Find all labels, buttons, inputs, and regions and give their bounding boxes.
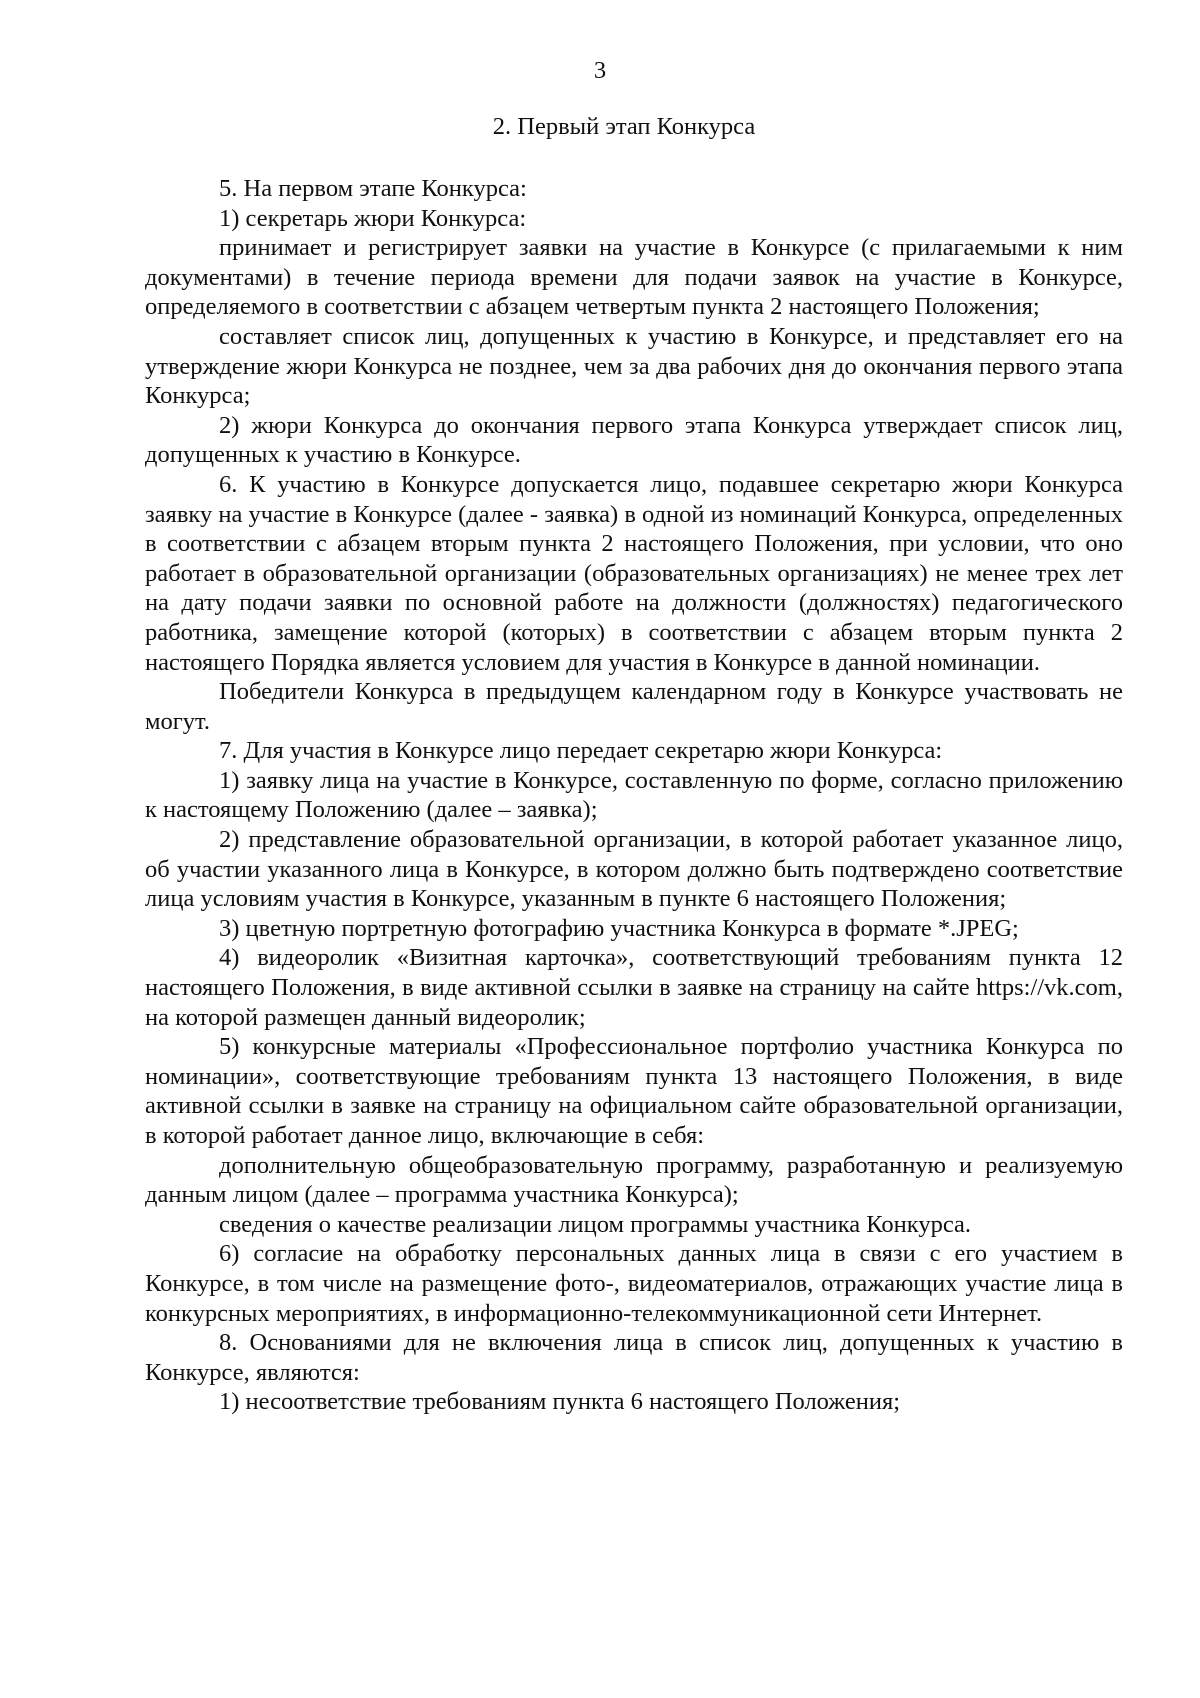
paragraph: Победители Конкурса в предыдущем календарном году в Конкурсе участвовать не могут.	[145, 678, 1123, 735]
paragraph: 1) несоответствие требованиям пункта 6 настоящего Положения;	[219, 1388, 901, 1416]
paragraph: сведения о качестве реализации лицом программы участника Конкурса.	[219, 1210, 972, 1238]
paragraph: 2) жюри Конкурса до окончания первого этапа Конкурса утверждает список лиц, допущенных к участию в Конкурсе.	[145, 411, 1123, 469]
section-title: 2. Первый этап Конкурса	[492, 113, 756, 140]
paragraph: составляет список лиц, допущенных к участию в Конкурсе, и представляет его на утверждение жюри Конкурса не позднее, чем за два рабочих дня до окончания первого этапа Конкурса;	[145, 322, 1123, 410]
paragraph: 1) заявку лица на участие в Конкурсе, составленную по форме, согласно приложению к настоящему Положению (далее – заявка);	[145, 766, 1123, 824]
paragraph: 3) цветную портретную фотографию участника Конкурса в формате *.JPEG;	[219, 914, 1019, 942]
paragraph: 6. К участию в Конкурсе допускается лицо, подавшее секретарю жюри Конкурса заявку на участие в Конкурсе (далее - заявка) в одной из номинаций Конкурса, определенных в соответствии с абзацем вторым пункта 2 настоящего Положения, при условии, что оно работает в образовательной организации (образовательных организациях) не менее трех лет на дату подачи заявки по основной работе на должности (должностях) педагогического работника, замещение которой (которых) в соответствии с абзацем вторым пункта 2 настоящего Порядка является условием для участия в Конкурсе в данной номинации.	[145, 470, 1123, 676]
paragraph: 5. На первом этапе Конкурса:	[219, 175, 527, 202]
page-number: 3	[593, 57, 607, 84]
paragraph: 4) видеоролик «Визитная карточка», соответствующий требованиям пункта 12 настоящего Положения, в виде активной ссылки в заявке на страницу на сайте https://vk.com, на которой размещен данный видеоролик;	[145, 944, 1123, 1031]
paragraph: 5) конкурсные материалы «Профессиональное портфолио участника Конкурса по номинации», соответствующие требованиям пункта 13 настоящего Положения, в виде активной ссылки в заявке на страницу на официальном сайте образовательной организации, в которой работает данное лицо, включающие в себя:	[145, 1033, 1123, 1149]
paragraph: принимает и регистрирует заявки на участие в Конкурсе (с прилагаемыми к ним документами) в течение периода времени для подачи заявок на участие в Конкурсе, определяемого в соответствии с абзацем четвертым пункта 2 настоящего Положения;	[145, 234, 1123, 321]
paragraph: дополнительную общеобразовательную программу, разработанную и реализуемую данным лицом (далее – программа участника Конкурса);	[145, 1151, 1123, 1209]
document-body	[145, 174, 1123, 1417]
paragraph: 2) представление образовательной организации, в которой работает указанное лицо, об участии указанного лица в Конкурсе, в котором должно быть подтверждено соответствие лица условиям участия в Конкурсе, указанным в пункте 6 настоящего Положения;	[145, 826, 1123, 913]
paragraph: 1) секретарь жюри Конкурса:	[219, 204, 527, 232]
paragraph: 6) согласие на обработку персональных данных лица в связи с его участием в Конкурсе, в том числе на размещение фото-, видеоматериалов, отражающих участие лица в конкурсных мероприятиях, в информационно-телекоммуникационной сети Интернет.	[145, 1240, 1123, 1327]
paragraph: 7. Для участия в Конкурсе лицо передает секретарю жюри Конкурса:	[219, 737, 943, 765]
paragraph: 8. Основаниями для не включения лица в список лиц, допущенных к участию в Конкурсе, являются:	[145, 1329, 1123, 1386]
